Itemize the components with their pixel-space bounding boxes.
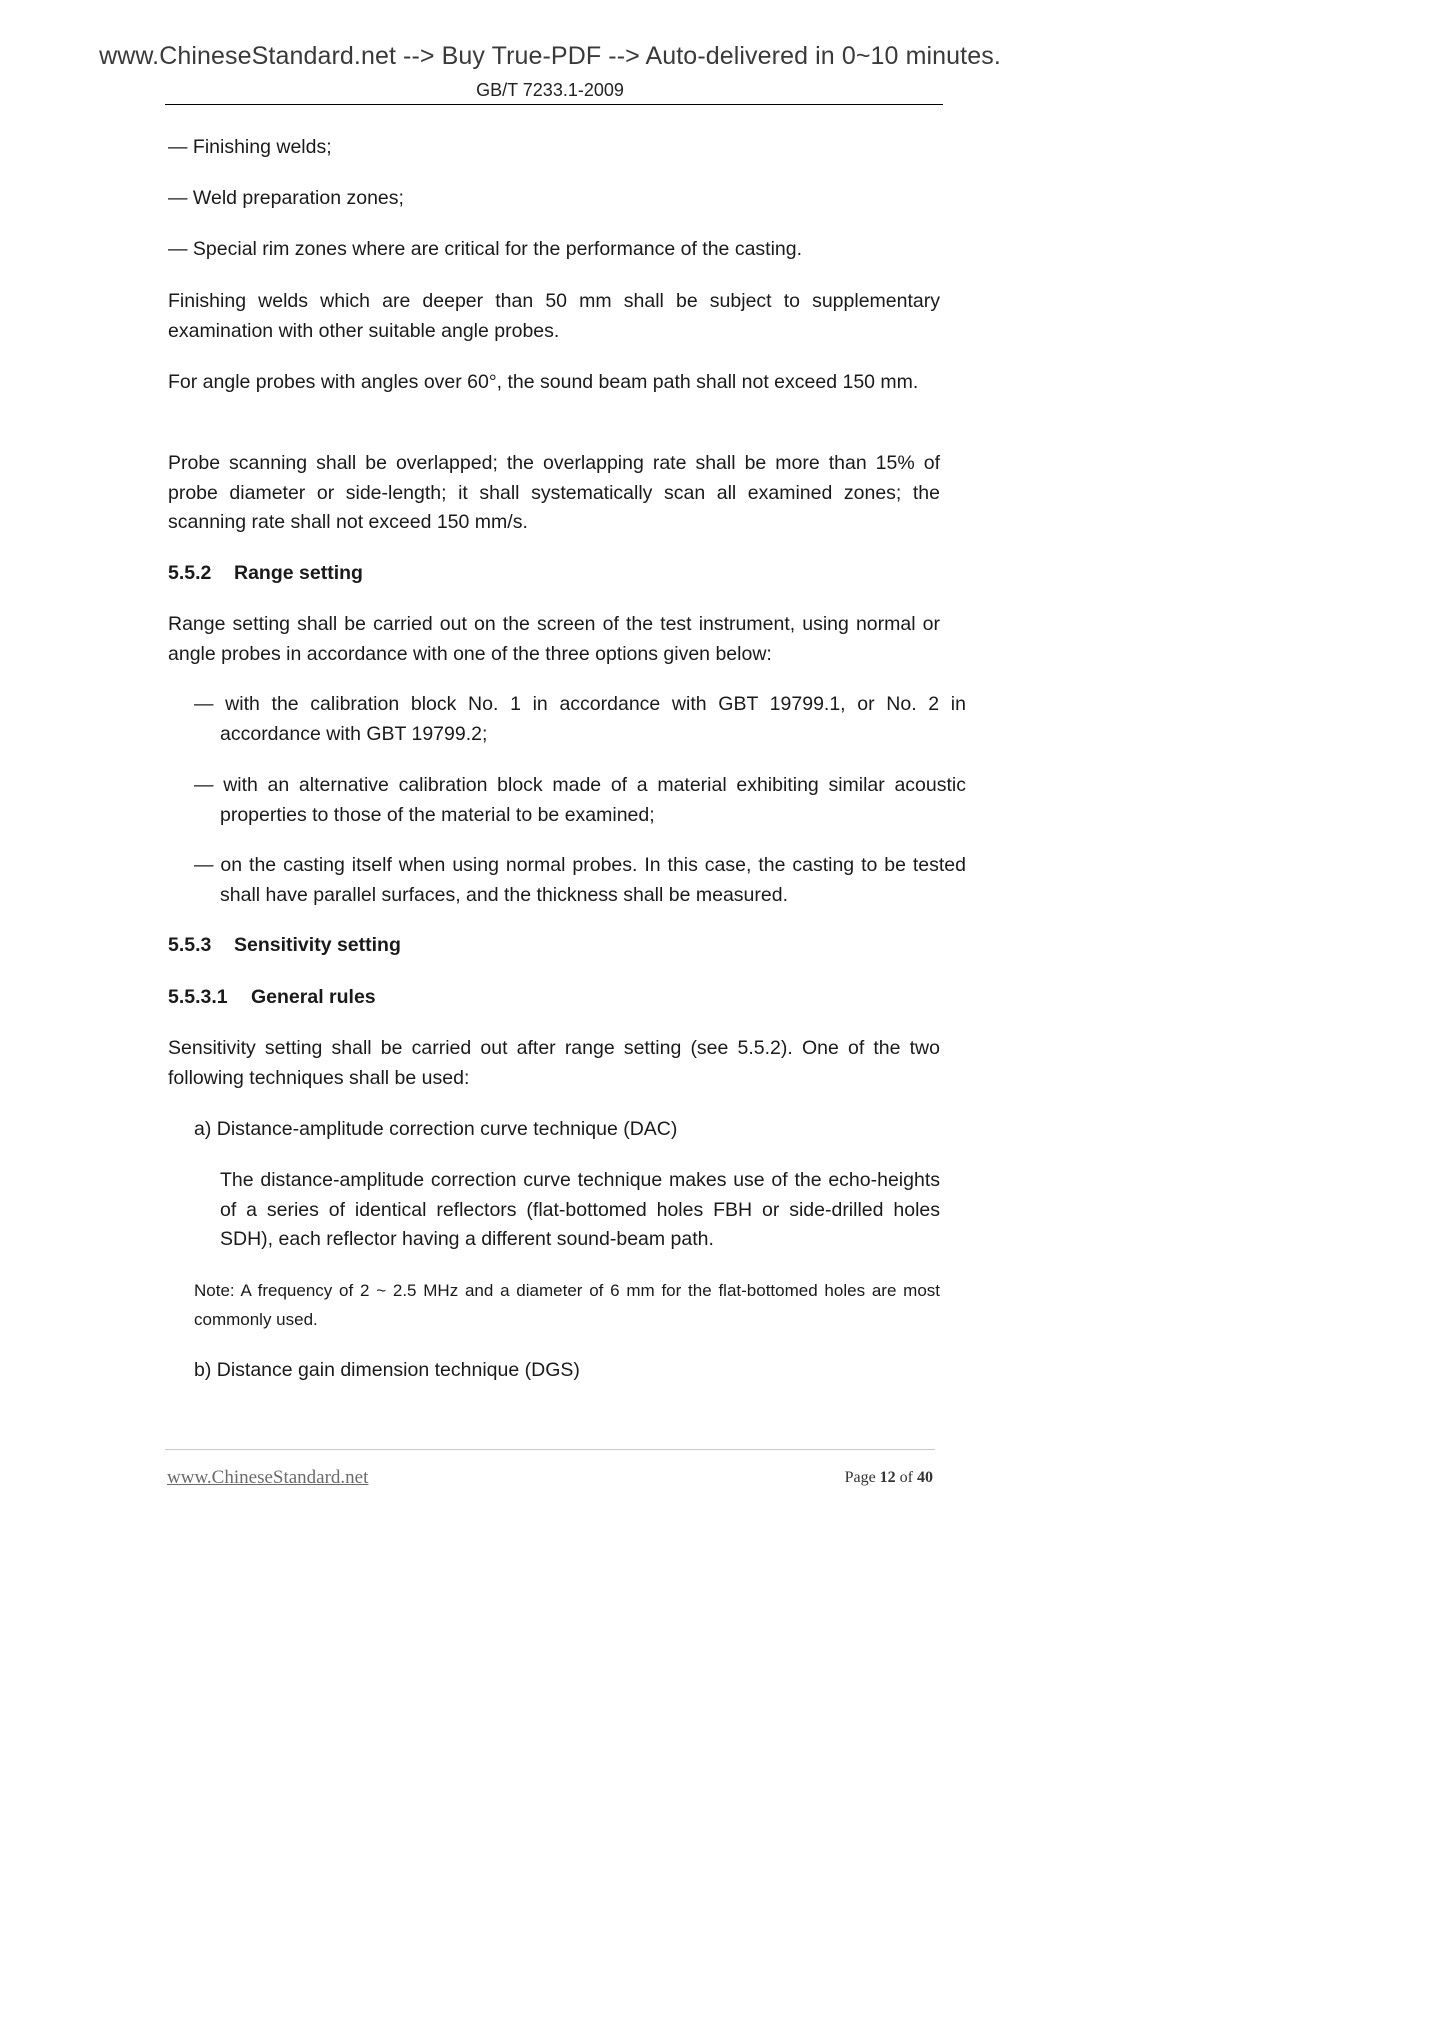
list-item-special-rim-zones: — Special rim zones where are critical for the performance of the casting. — [168, 238, 803, 260]
current-page-number: 12 — [879, 1469, 896, 1486]
section-number: 5.5.3 — [168, 934, 212, 956]
section-title: General rules — [251, 986, 376, 1008]
footer-divider — [165, 1449, 935, 1450]
paragraph-angle-probes: For angle probes with angles over 60°, the sound beam path shall not exceed 150 mm. — [168, 371, 919, 393]
section-heading-5-5-3 — [168, 931, 940, 961]
list-item-weld-preparation: — Weld preparation zones; — [168, 187, 404, 209]
list-item-alternative-block: — with an alternative calibration block made of a material exhibiting similar acoustic properties to those of the material to be examined; — [194, 774, 966, 826]
list-item-finishing-welds: — Finishing welds; — [168, 136, 332, 158]
section-title: Sensitivity setting — [234, 934, 401, 956]
paragraph-probe-scanning: Probe scanning shall be overlapped; the overlapping rate shall be more than 15% of probe diameter or side-length; it shall systematically scan all examined zones; the scanning rate shall not exceed 150 mm/s. — [168, 452, 940, 533]
section-heading-5-5-2 — [168, 559, 940, 589]
section-heading-5-5-3-1 — [168, 983, 940, 1013]
promo-banner[interactable]: www.ChineseStandard.net --> Buy True-PDF --> Auto-delivered in 0~10 minutes. — [99, 42, 1001, 70]
section-title: Range setting — [234, 562, 363, 584]
note-frequency: Note: A frequency of 2 ~ 2.5 MHz and a diameter of 6 mm for the flat-bottomed holes are most commonly used. — [194, 1281, 940, 1329]
footer-website-link[interactable]: www.ChineseStandard.net — [167, 1467, 369, 1488]
section-number: 5.5.2 — [168, 562, 212, 584]
list-item-casting-itself: — on the casting itself when using normal probes. In this case, the casting to be tested shall have parallel surfaces, and the thickness shall be measured. — [194, 854, 966, 906]
page-indicator — [845, 1469, 933, 1487]
document-number: GB/T 7233.1-2009 — [476, 80, 624, 100]
paragraph-finishing-welds-depth: Finishing welds which are deeper than 50 mm shall be subject to supplementary examination with other suitable angle probes. — [168, 290, 940, 342]
total-page-count: 40 — [917, 1469, 933, 1486]
paragraph-sensitivity-setting: Sensitivity setting shall be carried out after range setting (see 5.5.2). One of the two following techniques shall be used: — [168, 1037, 940, 1089]
paragraph-dac-description: The distance-amplitude correction curve technique makes use of the echo-heights of a series of identical reflectors (flat-bottomed holes FBH or side-drilled holes SDH), each reflector having a different sound-beam path. — [220, 1169, 940, 1250]
list-item-calibration-block: — with the calibration block No. 1 in accordance with GBT 19799.1, or No. 2 in accordance with GBT 19799.2; — [194, 693, 966, 745]
page-of: of — [895, 1469, 917, 1486]
header-divider — [165, 104, 943, 105]
page-prefix: Page — [844, 1469, 880, 1486]
list-item-dgs: b) Distance gain dimension technique (DGS) — [194, 1359, 580, 1381]
section-number: 5.5.3.1 — [168, 986, 228, 1008]
list-item-dac: a) Distance-amplitude correction curve technique (DAC) — [194, 1118, 678, 1140]
paragraph-range-setting: Range setting shall be carried out on the screen of the test instrument, using normal or angle probes in accordance with one of the three options given below: — [168, 613, 940, 665]
